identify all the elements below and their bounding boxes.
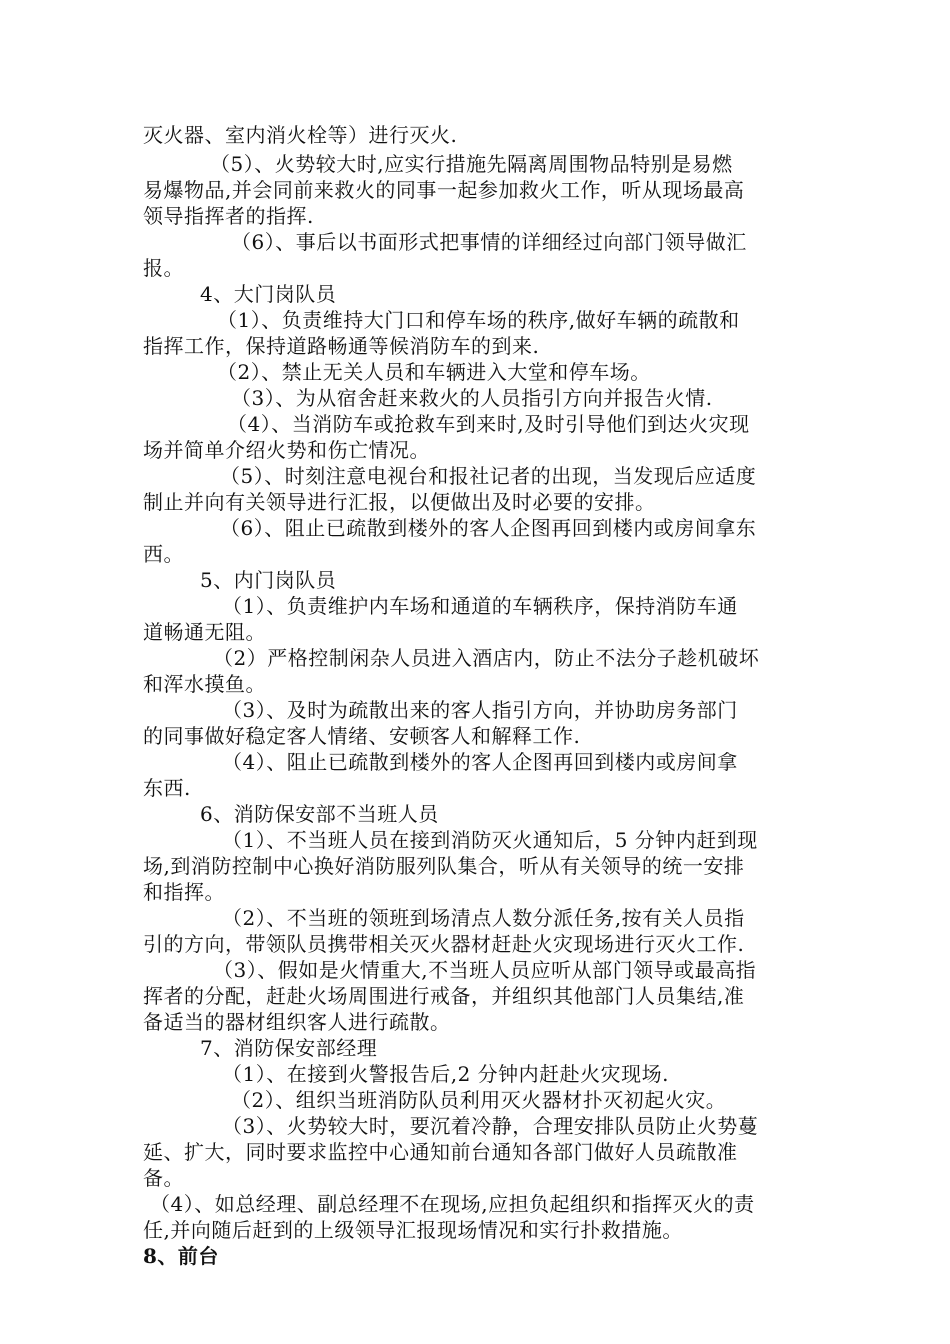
text-line: （4）、当消防车或抢救车到来时,及时引导他们到达火灾现 <box>227 412 750 436</box>
text-line: （4）、阻止已疏散到楼外的客人企图再回到楼内或房间拿 <box>222 750 738 774</box>
text-line: （1）、负责维护内车场和通道的车辆秩序，保持消防车通 <box>222 594 738 618</box>
text-line: 和浑水摸鱼。 <box>143 672 266 696</box>
text-line: （2）、禁止无关人员和车辆进入大堂和停车场。 <box>217 360 651 384</box>
section-heading: 4、大门岗队员 <box>200 282 337 306</box>
text-line: （1）、负责维持大门口和停车场的秩序,做好车辆的疏散和 <box>217 308 740 332</box>
text-line: 备。 <box>143 1166 184 1190</box>
text-line: （6）、事后以书面形式把事情的详细经过向部门领导做汇 <box>231 230 747 254</box>
section-heading: 5、内门岗队员 <box>200 568 337 592</box>
text-line: 西。 <box>143 542 184 566</box>
text-line: 任,并向随后赶到的上级领导汇报现场情况和实行扑救措施。 <box>143 1218 683 1242</box>
text-line: 制止并向有关领导进行汇报，以便做出及时必要的安排。 <box>143 490 656 514</box>
text-line: 指挥工作，保持道路畅通等候消防车的到来. <box>143 334 540 358</box>
text-line: （1）、在接到火警报告后,2 分钟内赶赴火灾现场. <box>222 1062 670 1086</box>
text-line: 场并简单介绍火势和伤亡情况。 <box>143 438 430 462</box>
text-line: 报。 <box>143 256 184 280</box>
text-line: （2）严格控制闲杂人员进入酒店内，防止不法分子趁机破坏 <box>213 646 760 670</box>
text-line: 灭火器、室内消火栓等）进行灭火. <box>143 123 458 147</box>
text-line: 备适当的器材组织客人进行疏散。 <box>143 1010 451 1034</box>
text-line: （1）、不当班人员在接到消防灭火通知后，5 分钟内赶到现 <box>222 828 758 852</box>
text-line: （3）、及时为疏散出来的客人指引方向，并协助房务部门 <box>222 698 738 722</box>
text-line: （5）、火势较大时,应实行措施先隔离周围物品特别是易燃 <box>210 152 733 176</box>
text-line: 和指挥。 <box>143 880 225 904</box>
section-heading: 7、消防保安部经理 <box>200 1036 378 1060</box>
text-line: 东西. <box>143 776 191 800</box>
text-line: 场,到消防控制中心换好消防服列队集合，听从有关领导的统一安排 <box>143 854 745 878</box>
text-line: （2）、不当班的领班到场清点人数分派任务,按有关人员指 <box>222 906 745 930</box>
section-heading: 6、消防保安部不当班人员 <box>200 802 439 826</box>
section-heading: 8、前台 <box>143 1244 219 1268</box>
text-line: 延、扩大，同时要求监控中心通知前台通知各部门做好人员疏散准 <box>143 1140 738 1164</box>
text-line: 的同事做好稳定客人情绪、安顿客人和解释工作. <box>143 724 581 748</box>
text-line: （5）、时刻注意电视台和报社记者的出现，当发现后应适度 <box>220 464 757 488</box>
text-line: （3）、火势较大时，要沉着冷静，合理安排队员防止火势蔓 <box>222 1114 759 1138</box>
text-line: （4）、如总经理、副总经理不在现场,应担负起组织和指挥灭火的责 <box>150 1192 755 1216</box>
text-line: （3）、假如是火情重大,不当班人员应听从部门领导或最高指 <box>213 958 757 982</box>
text-line: （6）、阻止已疏散到楼外的客人企图再回到楼内或房间拿东 <box>220 516 757 540</box>
text-line: （2）、组织当班消防队员利用灭火器材扑灭初起火灾。 <box>231 1088 727 1112</box>
text-line: 引的方向，带领队员携带相关灭火器材赶赴火灾现场进行灭火工作. <box>143 932 745 956</box>
text-line: 领导指挥者的指挥. <box>143 204 314 228</box>
text-line: 道畅通无阻。 <box>143 620 266 644</box>
text-line: 易爆物品,并会同前来救火的同事一起参加救火工作，听从现场最高 <box>143 178 745 202</box>
text-line: 挥者的分配，赶赴火场周围进行戒备，并组织其他部门人员集结,准 <box>143 984 745 1008</box>
text-line: （3）、为从宿舍赶来救火的人员指引方向并报告火情. <box>231 386 713 410</box>
